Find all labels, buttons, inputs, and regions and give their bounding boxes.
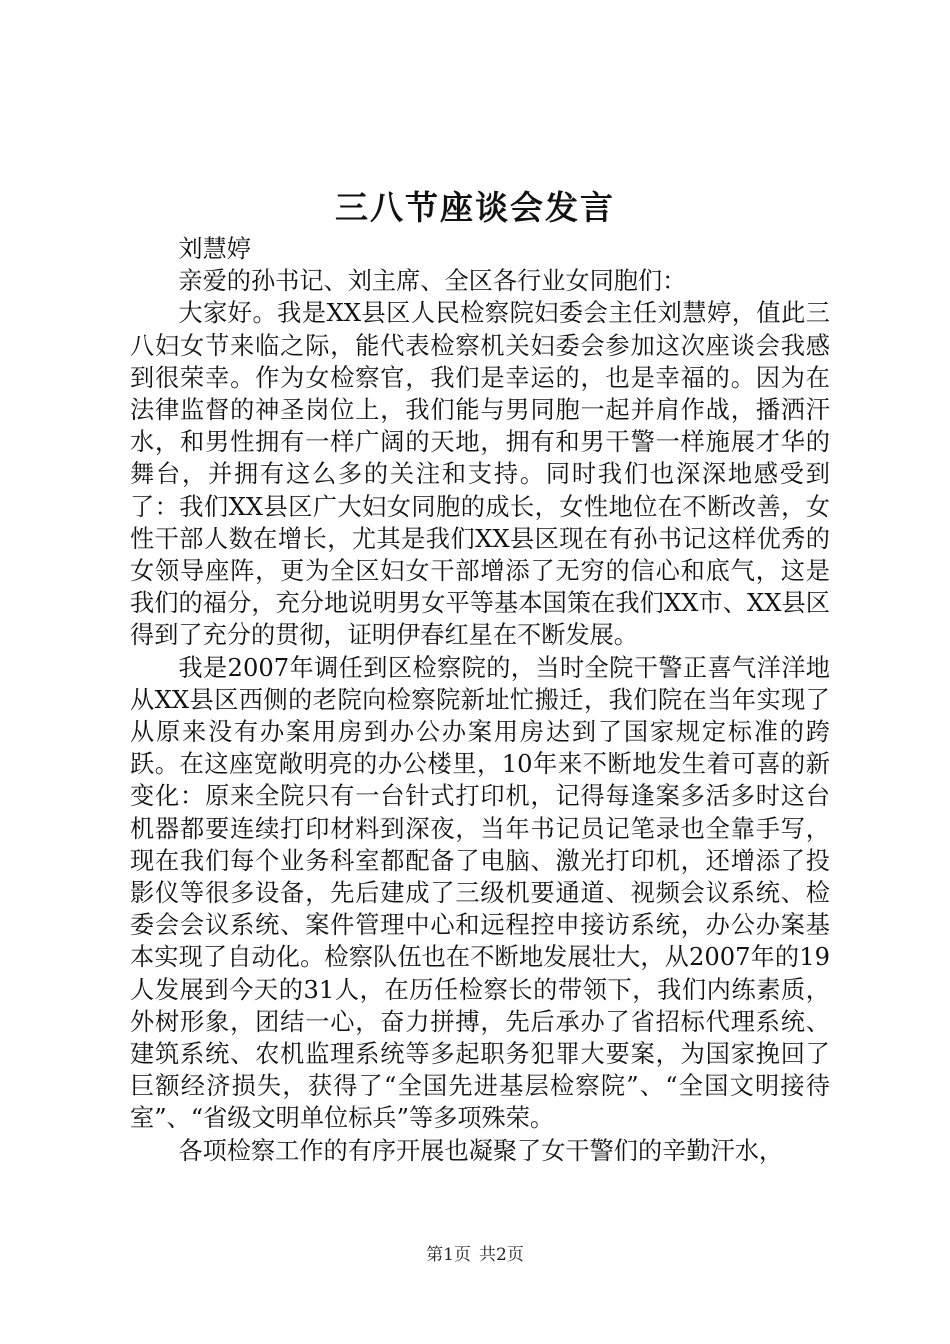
body-paragraph: 我是2007年调任到区检察院的，当时全院干警正喜气洋洋地从XX县区西侧的老院向检察院新址忙搬迁，我们院在当年实现了从原来没有办案用房到办公办案用房达到了国家规定标准的跨跃。在这座宽敞明亮的办公楼里，10年来不断地发生着可喜的新变化：原来全院只有一台针式打印机，记得每逢案多活多时这台机器都要连续打印材料到深夜，当年书记员记笔录也全靠手写，现在我们每个业务科室都配备了电脑、激光打印机，还增添了投影仪等很多设备，先后建成了三级机要通道、视频会议系统、检委会会议系统、案件管理中心和远程控申接访系统，办公办案基本实现了自动化。检察队伍也在不断地发展壮大，从2007年的19人发展到今天的31人，在历任检察长的带领下，我们内练素质，外树形象，团结一心，奋力拼搏，先后承办了省招标代理系统、建筑系统、农机监理系统等多起职务犯罪大要案，为国家挽回了巨额经济损失，获得了“全国先进基层检察院”、“全国文明接待室”、“省级文明单位标兵”等多项殊荣。 (130, 653, 830, 1133)
body-paragraph: 各项检察工作的有序开展也凝聚了女干警们的辛勤汗水， (178, 1136, 784, 1165)
page-number: 第1页 (426, 1245, 471, 1265)
page-total: 共2页 (479, 1245, 524, 1265)
body-paragraph: 大家好。我是XX县区人民检察院妇委会主任刘慧婷，值此三八妇女节来临之际，能代表检察机关妇委会参加这次座谈会我感到很荣幸。作为女检察官，我们是幸运的，也是幸福的。因为在法律监督的神圣岗位上，我们能与男同胞一起并肩作战，播洒汗水，和男性拥有一样广阔的天地，拥有和男干警一样施展才华的舞台，并拥有这么多的关注和支持。同时我们也深深地感受到了：我们XX县区广大妇女同胞的成长，女性地位在不断改善，女性干部人数在增长，尤其是我们XX县区现在有孙书记这样优秀的女领导座阵，更为全区妇女干部增添了无穷的信心和底气，这是我们的福分，充分地说明男女平等基本国策在我们XX市、XX县区得到了充分的贯彻，证明伊春红星在不断发展。 (130, 299, 830, 650)
author-line: 刘慧婷 (178, 235, 251, 263)
salutation-line: 亲爱的孙书记、刘主席、全区各行业女同胞们： (178, 267, 687, 296)
page-footer (0, 1243, 950, 1267)
document-title: 三八节座谈会发言 (335, 188, 615, 227)
document-body (130, 233, 830, 1167)
